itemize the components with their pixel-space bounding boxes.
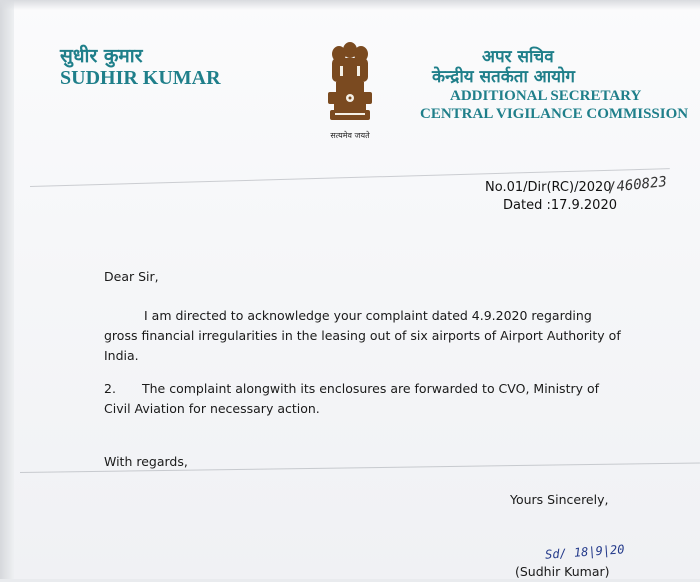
designation-english: ADDITIONAL SECRETARY bbox=[450, 88, 642, 104]
emblem-motto: सत्यमेव जयते bbox=[330, 131, 370, 140]
paragraph-1: I am directed to acknowledge your complaint dated 4.9.2020 regarding gross financial irregularities in the leasing out of six airports of Airport Authority of India. bbox=[104, 308, 621, 363]
designation-hindi: अपर सचिव bbox=[482, 47, 554, 67]
emblem-icon bbox=[318, 38, 382, 130]
name-hindi: सुधीर कुमार bbox=[60, 45, 143, 67]
handwritten-reference: /460823 bbox=[607, 173, 668, 197]
office-english: CENTRAL VIGILANCE COMMISSION bbox=[420, 106, 689, 122]
handwritten-signature: Sd/ 18|9|20 bbox=[544, 542, 625, 562]
name-english: SUDHIR KUMAR bbox=[60, 67, 221, 89]
reference-number: No.01/Dir(RC)/2020 bbox=[485, 180, 612, 195]
dated-line: Dated :17.9.2020 bbox=[503, 198, 617, 213]
paper-left-edge bbox=[0, 0, 14, 579]
signatory-name: (Sudhir Kumar) bbox=[515, 564, 610, 579]
office-hindi: केन्द्रीय सतर्कता आयोग bbox=[432, 67, 575, 87]
paragraph-2: The complaint alongwith its enclosures are forwarded to CVO, Ministry of Civil Aviation for necessary action. bbox=[104, 381, 600, 416]
paper-top-edge bbox=[0, 0, 700, 10]
closing: With regards, bbox=[104, 454, 188, 469]
sign-off: Yours Sincerely, bbox=[510, 492, 609, 507]
national-emblem bbox=[318, 38, 382, 140]
paragraph-2-number: 2. bbox=[104, 381, 116, 396]
salutation: Dear Sir, bbox=[104, 269, 159, 284]
